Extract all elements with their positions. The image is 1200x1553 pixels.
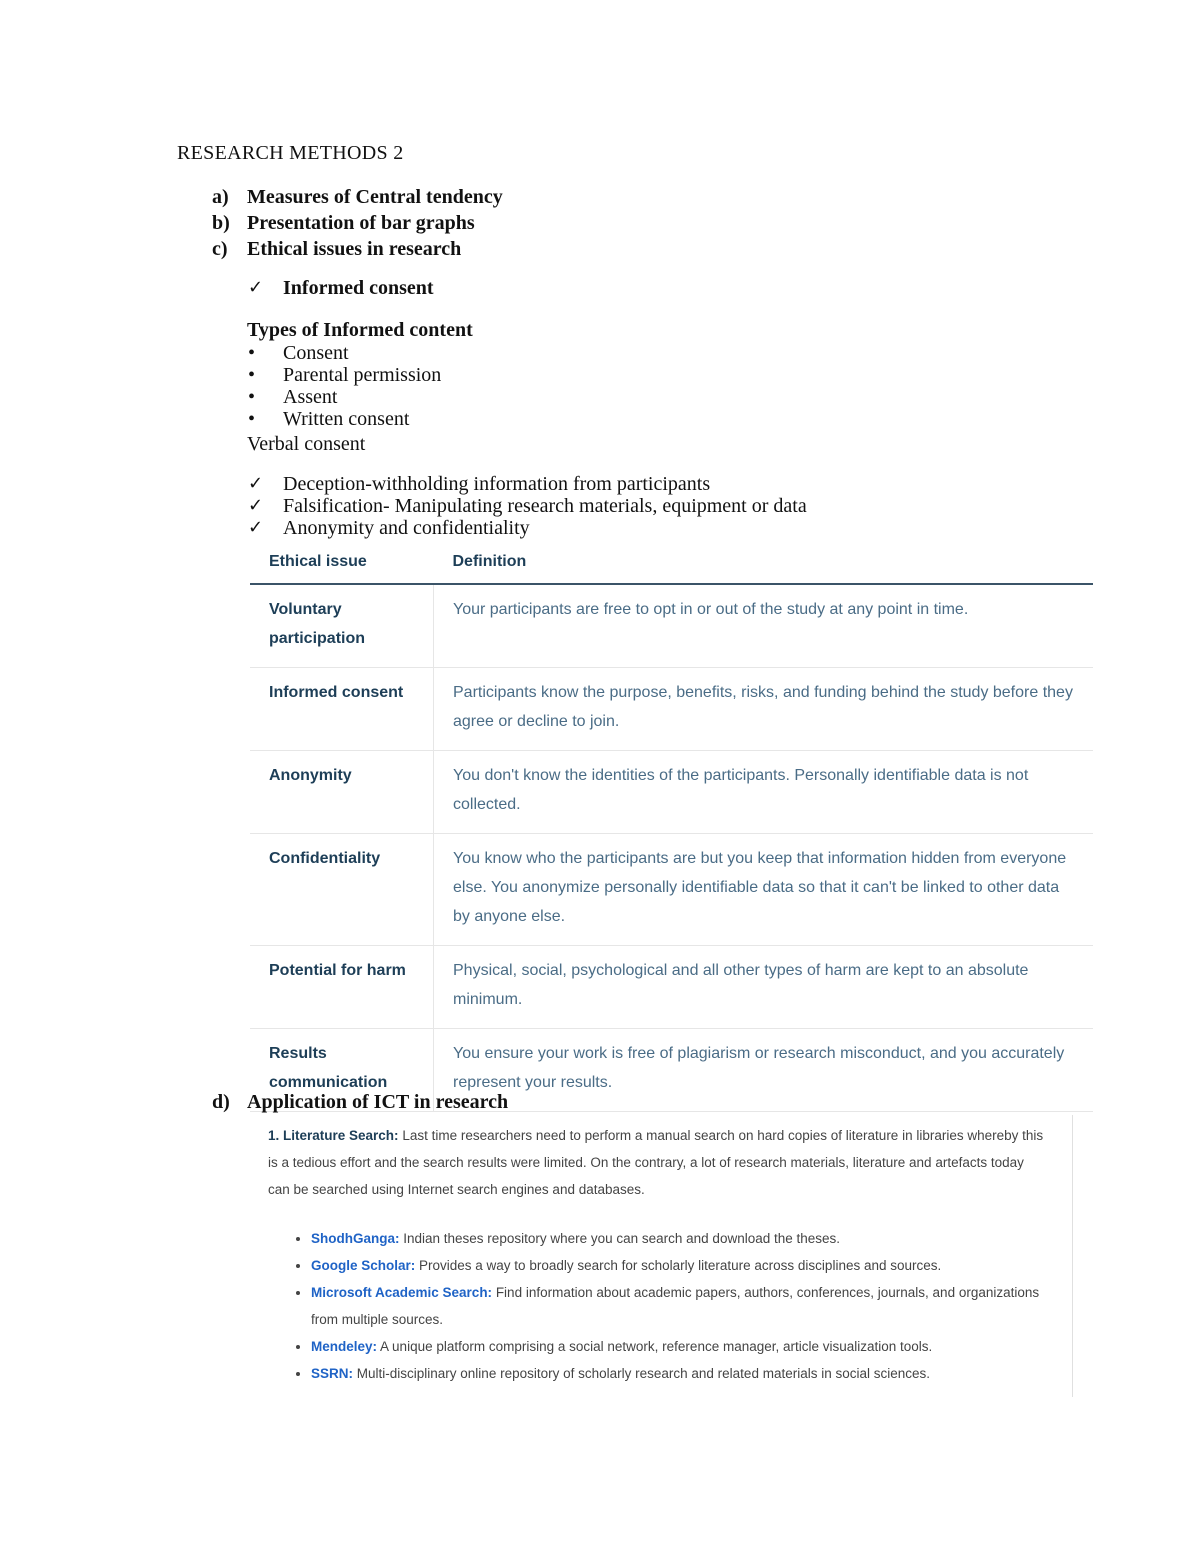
list-item [311, 1279, 1048, 1333]
table-row [250, 668, 1093, 751]
outline-text: Presentation of bar graphs [247, 212, 475, 234]
table-row [250, 584, 1093, 668]
outline-text: Application of ICT in research [247, 1091, 509, 1113]
column-header-issue: Ethical issue [250, 543, 434, 584]
definition-cell: Participants know the purpose, benefits, risks, and funding behind the study before they agree or decline to join. [434, 668, 1094, 751]
check-item [248, 495, 807, 517]
informed-consent-item [248, 277, 434, 299]
list-item-text: Consent [283, 342, 349, 364]
list-item [311, 1360, 1048, 1387]
issue-cell: Informed consent [250, 668, 434, 751]
consent-types-list [248, 342, 441, 430]
definition-cell: You ensure your work is free of plagiarism or research misconduct, and you accurately represent your results. [434, 1029, 1094, 1112]
outline-item [212, 236, 503, 262]
outline-label: d) [212, 1091, 230, 1113]
ict-excerpt-image [268, 1122, 1048, 1387]
source-name: Microsoft Academic Search: [311, 1285, 493, 1300]
bullet-icon: • [248, 364, 256, 386]
list-item [311, 1333, 1048, 1360]
ethics-table-image [250, 543, 1093, 1112]
checkmark-icon: ✓ [248, 473, 264, 494]
source-name: SSRN: [311, 1366, 354, 1381]
list-item [248, 408, 441, 430]
table-row [250, 751, 1093, 834]
source-name: ShodhGanga: [311, 1231, 400, 1246]
outline-item [212, 184, 503, 210]
list-item-text: Parental permission [283, 364, 442, 386]
issue-cell: Confidentiality [250, 834, 434, 946]
column-header-definition: Definition [434, 543, 1094, 584]
topic-outline [212, 184, 503, 262]
verbal-consent: Verbal consent [247, 433, 366, 455]
issue-cell: Anonymity [250, 751, 434, 834]
checkmark-icon: ✓ [248, 495, 264, 516]
definition-cell: You know who the participants are but you keep that information hidden from everyone else. You anonymize personally identifiable data so that it can't be linked to other data by anyone else. [434, 834, 1094, 946]
issue-cell: Potential for harm [250, 946, 434, 1029]
bullet-icon: • [248, 342, 256, 364]
check-item-text: Falsification- Manipulating research materials, equipment or data [283, 495, 807, 517]
divider [1072, 1115, 1073, 1397]
issue-cell: Results communication [250, 1029, 434, 1112]
types-heading: Types of Informed content [247, 319, 473, 341]
outline-label: a) [212, 186, 229, 208]
list-item-text: Assent [283, 386, 338, 408]
check-item-text: Anonymity and confidentiality [283, 517, 530, 539]
ethics-table [250, 543, 1093, 1112]
issue-cell: Voluntary participation [250, 584, 434, 668]
ethical-checks-list [248, 473, 807, 539]
check-item [248, 473, 807, 495]
check-item [248, 517, 807, 539]
outline-label: c) [212, 238, 228, 260]
checkmark-icon: ✓ [248, 517, 264, 538]
source-desc: Provides a way to broadly search for scholarly literature across disciplines and sources. [415, 1258, 942, 1273]
informed-consent-heading: Informed consent [283, 277, 434, 299]
table-row [250, 834, 1093, 946]
list-item [248, 364, 441, 386]
source-desc: Indian theses repository where you can search and download the theses. [399, 1231, 841, 1246]
outline-text: Measures of Central tendency [247, 186, 503, 208]
outline-label: b) [212, 212, 230, 234]
source-desc: Multi-disciplinary online repository of scholarly research and related materials in social sciences. [353, 1366, 931, 1381]
bullet-icon: • [248, 408, 256, 430]
source-desc: Find information about academic papers, authors, conferences, journals, and organizations from multiple sources. [311, 1285, 1040, 1327]
definition-cell: You don't know the identities of the participants. Personally identifiable data is not collected. [434, 751, 1094, 834]
source-name: Mendeley: [311, 1339, 378, 1354]
list-item [248, 342, 441, 364]
checkmark-icon: ✓ [248, 277, 264, 298]
list-item-text: Written consent [283, 408, 410, 430]
check-item-text: Deception-withholding information from participants [283, 473, 711, 495]
source-name: Google Scholar: [311, 1258, 416, 1273]
section-d-heading [212, 1091, 508, 1114]
ict-intro-lead: 1. Literature Search: [268, 1128, 399, 1143]
list-item [311, 1252, 1048, 1279]
outline-text: Ethical issues in research [247, 238, 462, 260]
ict-intro-text: Last time researchers need to perform a manual search on hard copies of literature in libraries whereby this is a tedious effort and the search results were limited. On the contrary, a lot of research materials, literature and artefacts today can be searched using Internet search engines and databases. [268, 1128, 1044, 1197]
outline-item [212, 210, 503, 236]
table-header-row [250, 543, 1093, 584]
list-item [248, 386, 441, 408]
source-desc: A unique platform comprising a social network, reference manager, article visualization tools. [377, 1339, 933, 1354]
list-item [311, 1225, 1048, 1252]
bullet-icon: • [248, 386, 256, 408]
document-title: RESEARCH METHODS 2 [177, 142, 404, 164]
ict-sources-list [268, 1225, 1048, 1387]
ict-intro [268, 1122, 1048, 1203]
definition-cell: Physical, social, psychological and all other types of harm are kept to an absolute minimum. [434, 946, 1094, 1029]
table-row [250, 946, 1093, 1029]
definition-cell: Your participants are free to opt in or out of the study at any point in time. [434, 584, 1094, 668]
